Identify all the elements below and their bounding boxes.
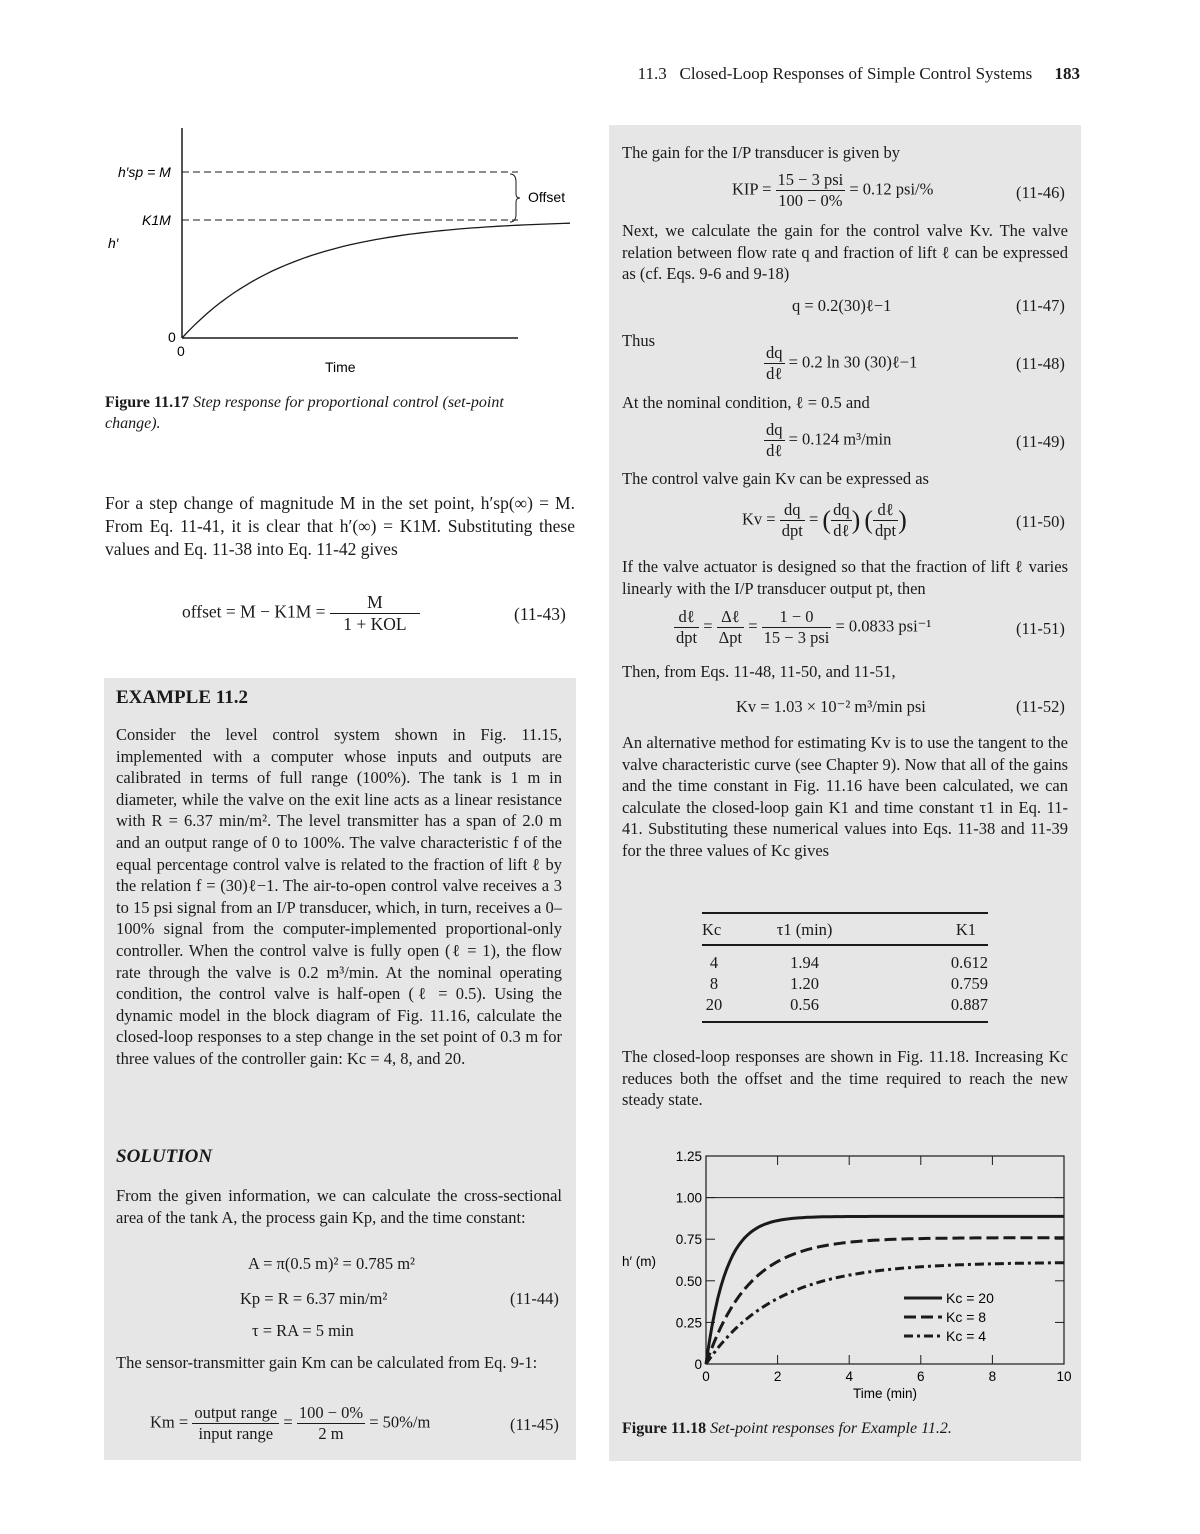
equation-number-11-43: (11-43) <box>514 604 566 624</box>
fig17-sp-label: h′sp = M <box>118 164 171 180</box>
equation-11-51: $\frac{\text{dℓ}}{\text{dpt}}$ = $\frac{\text{Δℓ}}{\text{Δpt}}$ = $\frac{1 - 0}{\text{15 − 3 psi}}$ = 0.0833 psi⁻¹ <box>676 607 932 647</box>
y-tick-label: 0.75 <box>675 1232 702 1248</box>
figure-11-17 <box>100 120 580 385</box>
equation-number-11-47: (11-47) <box>1016 296 1065 315</box>
table-header: K1 <box>883 913 988 945</box>
y-tick-label: 1.25 <box>675 1149 702 1164</box>
right-paragraph-4: At the nominal condition, ℓ = 0.5 and <box>622 393 870 412</box>
equation-process-gain: Kp = R = 6.37 min/m² <box>240 1289 388 1308</box>
x-tick-label: 0 <box>702 1369 710 1384</box>
equation-number-11-45: (11-45) <box>510 1415 559 1434</box>
equation-11-45: Km = $\frac{\text{output range}}{\text{input range}}$ = $\frac{100 - 0\%}{2 m}$ = 50%/m <box>150 1403 431 1443</box>
right-paragraph-5: The control valve gain Kv can be expressed as <box>622 469 929 488</box>
table-header: τ1 (min) <box>726 913 883 945</box>
equation-11-49: $\frac{dq}{\text{dℓ}}$ = 0.124 m³/min <box>766 420 892 460</box>
chart-frame <box>706 1156 1064 1364</box>
equation-11-50: Kv = $\frac{dq}{\text{dpt}}$ = ( $\frac{dq}{\text{dℓ}}$ ) ( $\frac{\text{dℓ}}{\text{dpt}}$ ) <box>742 500 907 540</box>
figure-11-17-caption: Figure 11.17 Step response for proportional control (set-point change). <box>105 394 504 432</box>
table-header: Kc <box>702 913 726 945</box>
chart-y-label: h′ (m) <box>622 1254 657 1269</box>
x-tick-label: 4 <box>845 1369 853 1384</box>
right-paragraph-6: If the valve actuator is designed so that the fraction of lift ℓ varies linearly with the I/P transducer output pt, then <box>622 557 1068 598</box>
x-tick-label: 10 <box>1056 1369 1072 1384</box>
equation-time-constant: τ = RA = 5 min <box>252 1321 354 1340</box>
equation-11-46: KIP = $\frac{\text{15 − 3 psi}}{100 - 0\%}$ = 0.12 psi/% <box>732 170 934 210</box>
equation-number-11-48: (11-48) <box>1016 354 1065 373</box>
y-tick-label: 0.25 <box>675 1315 702 1331</box>
fig17-offset-brace <box>510 174 520 222</box>
example-title: EXAMPLE 11.2 <box>116 687 248 708</box>
y-tick-label: 1.00 <box>675 1190 702 1206</box>
right-paragraph-9: The closed-loop responses are shown in Fig. 11.18. Increasing Kc reduces both the offset and the time required to reach the new steady state. <box>622 1047 1068 1110</box>
solution-title: SOLUTION <box>116 1146 213 1167</box>
equation-11-43: offset = M − K1M = $\frac{M}{\text{1 + KOL}}$ <box>182 592 420 635</box>
equation-number-11-49: (11-49) <box>1016 432 1065 451</box>
page-number: 183 <box>1054 64 1080 83</box>
solution-paragraph-2: The sensor-transmitter gain Km can be calculated from Eq. 9-1: <box>116 1353 538 1372</box>
right-paragraph-7: Then, from Eqs. 11-48, 11-50, and 11-51, <box>622 662 896 681</box>
header-title: Closed-Loop Responses of Simple Control Systems <box>679 64 1033 83</box>
legend-label: Kc = 8 <box>946 1309 987 1325</box>
y-tick-label: 0 <box>694 1357 702 1372</box>
x-tick-label: 8 <box>988 1369 997 1384</box>
equation-number-11-44: (11-44) <box>510 1289 559 1308</box>
figure-11-18-chart <box>612 1140 1080 1410</box>
table-row: 8 1.20 0.759 <box>709 974 988 993</box>
right-paragraph-8: An alternative method for estimating Kv is to use the tangent to the valve characteristic curve (see Chapter 9). Now that all of the gains and the time constant in Fig. 11.16 have been calculated, we can calculate the closed-loop gain K1 and time constant τ1 in Eq. 11-41. Substituting these numerical values into Eqs. 11-38 and 11-39 for the three values of Kc gives <box>622 733 1068 860</box>
left-paragraph-1: For a step change of magnitude M in the set point, h′sp(∞) = M. From Eq. 11-41, it is clear that h′(∞) = K1M. Substituting these values and Eq. 11-38 into Eq. 11-42 gives <box>105 493 575 559</box>
header-section: 11.3 <box>637 64 667 83</box>
fig17-offset-label: Offset <box>528 189 566 205</box>
legend-label: Kc = 4 <box>946 1328 987 1344</box>
right-paragraph-1: The gain for the I/P transducer is given by <box>622 143 900 162</box>
equation-11-47: q = 0.2(30)ℓ−1 <box>792 296 892 315</box>
x-tick-label: 6 <box>917 1369 925 1384</box>
y-tick-label: 0.50 <box>675 1273 702 1289</box>
series-line-1 <box>706 1238 1064 1364</box>
fig17-origin-x: 0 <box>177 343 185 359</box>
figure-11-18-caption: Figure 11.18 Set-point responses for Example 11.2. <box>622 1420 952 1437</box>
fig17-response-curve <box>182 223 570 338</box>
equation-number-11-46: (11-46) <box>1016 183 1065 202</box>
chart-x-label: Time (min) <box>853 1386 917 1401</box>
equation-11-48: $\frac{dq}{\text{dℓ}}$ = 0.2 ln 30 (30)ℓ−1 <box>766 343 918 383</box>
equation-number-11-52: (11-52) <box>1016 697 1065 716</box>
equation-11-52: Kv = 1.03 × 10⁻² m³/min psi <box>736 697 926 716</box>
equation-area: A = π(0.5 m)² = 0.785 m² <box>248 1254 415 1273</box>
fig17-k1m-label: K1M <box>142 212 171 228</box>
gain-table <box>702 912 988 1023</box>
equation-number-11-50: (11-50) <box>1016 512 1065 531</box>
running-header <box>560 64 1080 84</box>
right-paragraph-3: Thus <box>622 331 655 350</box>
table-row: 20 0.56 0.887 <box>702 994 988 1022</box>
x-tick-label: 2 <box>773 1369 782 1384</box>
fig17-h-label: h′ <box>108 235 119 251</box>
series-line-2 <box>706 1263 1064 1364</box>
right-paragraph-2: Next, we calculate the gain for the control valve Kv. The valve relation between flow rate q and fraction of lift ℓ can be expressed as (cf. Eqs. 9-6 and 9-18) <box>622 221 1068 284</box>
equation-number-11-51: (11-51) <box>1016 619 1065 638</box>
legend-label: Kc = 20 <box>946 1290 994 1306</box>
table-row: 4 1.94 0.612 <box>709 953 988 972</box>
fig17-x-label: Time <box>325 359 356 375</box>
fig17-origin-y: 0 <box>168 329 176 345</box>
solution-paragraph-1: From the given information, we can calculate the cross-sectional area of the tank A, the process gain Kp, and the time constant: <box>116 1186 562 1227</box>
example-body: Consider the level control system shown in Fig. 11.15, implemented with a computer whose inputs and outputs are calibrated in terms of full range (100%). The tank is 1 m in diameter, while the valve on the exit line acts as a linear resistance with R = 6.37 min/m². The level transmitter has a span of 2.0 m and an output range of 0 to 100%. The valve characteristic f of the equal percentage control valve is related to the fraction of lift ℓ by the relation f = (30)ℓ−1. The air-to-open control valve receives a 3 to 15 psi signal from an I/P transducer, which, in turn, receives a 0–100% signal from the computer-implemented proportional-only controller. When the control valve is fully open (ℓ = 1), the flow rate through the valve is 0.2 m³/min. At the nominal operating condition, the control valve is half-open (ℓ = 0.5). Using the dynamic model in the block diagram of Fig. 11.16, calculate the closed-loop responses to a step change in the set point of 0.3 m for three values of the controller gain: Kc = 4, 8, and 20. <box>116 725 562 1068</box>
